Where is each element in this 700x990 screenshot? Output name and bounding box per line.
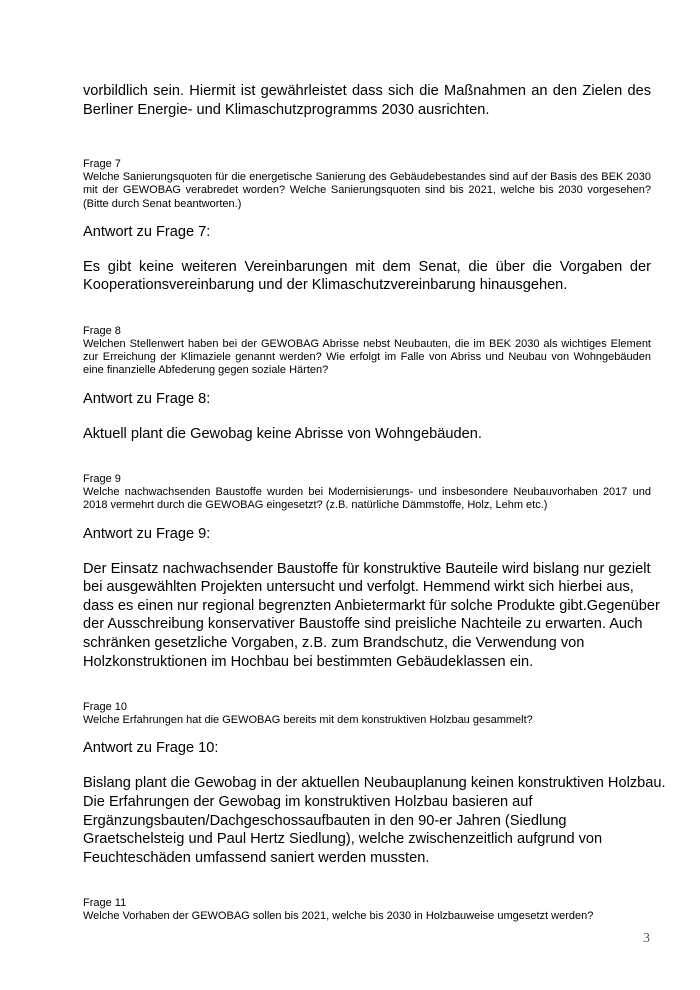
answer-10-line: Bislang plant die Gewobag in der aktuellen Neubauplanung keinen konstruktiven Holzbau. xyxy=(83,775,666,792)
question-text-10: Welche Erfahrungen hat die GEWOBAG bereits mit dem konstruktiven Holzbau gesammelt? xyxy=(83,714,533,727)
answer-text-9 xyxy=(83,560,660,672)
question-text-11: Welche Vorhaben der GEWOBAG sollen bis 2021, welche bis 2030 in Holzbauweise umgesetzt werden? xyxy=(83,910,594,923)
answer-text-8: Aktuell plant die Gewobag keine Abrisse von Wohngebäuden. xyxy=(83,425,482,442)
answer-10-line: Ergänzungsbauten/Dachgeschossaufbauten in den 90-er Jahren (Siedlung xyxy=(83,812,567,829)
question-label-7: Frage 7 xyxy=(83,158,121,171)
answer-heading-8: Antwort zu Frage 8: xyxy=(83,390,211,407)
question-text-8: Welchen Stellenwert haben bei der GEWOBAG Abrisse nebst Neubauten, die im BEK 2030 als wichtiges Element zur Erreichung der Klimaziele genannt werden? Wie erfolgt im Falle von Abriss und Neubau von Wohngebäuden eine finanzielle Abfederung gegen soziale Härten? xyxy=(83,337,651,377)
answer-9-line: schränken gesetzliche Vorgaben, z.B. zum Brandschutz, die Verwendung von xyxy=(83,634,585,651)
question-label-11: Frage 11 xyxy=(83,897,127,910)
question-block-7 xyxy=(83,158,651,211)
question-block-9 xyxy=(83,473,651,512)
answer-9-line: Der Einsatz nachwachsender Baustoffe für konstruktive Bauteile wird bislang nur gezielt xyxy=(83,560,651,577)
question-block-11 xyxy=(83,897,651,923)
answer-heading-7: Antwort zu Frage 7: xyxy=(83,223,211,240)
answer-9-line: Holzkonstruktionen im Hochbau bei bestimmten Gebäudeklassen ein. xyxy=(83,653,534,670)
answer-heading-10: Antwort zu Frage 10: xyxy=(83,740,219,757)
answer-heading-9: Antwort zu Frage 9: xyxy=(83,525,211,542)
question-text-9: Welche nachwachsenden Baustoffe wurden bei Modernisierungs- und insbesondere Neubauvorhaben 2017 und 2018 vermehrt durch die GEWOBAG eingesetzt? (z.B. natürliche Dämmstoffe, Holz, Lehm etc.) xyxy=(83,486,651,512)
answer-10-line: Graetschelsteig und Paul Hertz Siedlung), welche zwischenzeitlich aufgrund von xyxy=(83,831,603,848)
question-label-8: Frage 8 xyxy=(83,324,121,337)
question-text-7: Welche Sanierungsquoten für die energetische Sanierung des Gebäudebestandes sind auf der Basis des BEK 2030 mit der GEWOBAG verabredet worden? Welche Sanierungsquoten sind bis 2021, welche bis 2030 vorgesehen?(Bitte durch Senat beantworten.) xyxy=(83,171,651,210)
answer-text-10 xyxy=(83,774,666,867)
answer-text-7: Es gibt keine weiteren Vereinbarungen mit dem Senat, die über die Vorgaben der Kooperationsvereinbarung und der Klimaschutzvereinbarung hinausgehen. xyxy=(83,258,651,294)
answer-9-line: dass es einen nur regional begrenzten Anbietermarkt für solche Produkte gibt.Gegenüber xyxy=(83,597,660,614)
answer-9-line: bei ausgewählten Projekten untersucht und verfolgt. Hemmend wirkt sich hierbei aus, xyxy=(83,579,634,596)
document-page xyxy=(83,82,666,924)
answer-9-line: der Ausschreibung konservativer Baustoffe sind preisliche Nachteile zu erwarten. Auch xyxy=(83,616,643,633)
question-label-9: Frage 9 xyxy=(83,473,121,486)
question-label-10: Frage 10 xyxy=(83,701,128,714)
answer-10-line: Die Erfahrungen der Gewobag im konstruktiven Holzbau basieren auf xyxy=(83,793,533,810)
question-block-8 xyxy=(83,325,651,378)
question-block-10 xyxy=(83,701,651,727)
page-number: 3 xyxy=(643,931,650,946)
answer-10-line: Feuchteschäden umfassend saniert werden mussten. xyxy=(83,849,430,866)
intro-paragraph: vorbildlich sein. Hiermit ist gewährleistet dass sich die Maßnahmen an den Zielen des Berliner Energie- und Klimaschutzprogramms 2030 ausrichten. xyxy=(83,83,651,118)
